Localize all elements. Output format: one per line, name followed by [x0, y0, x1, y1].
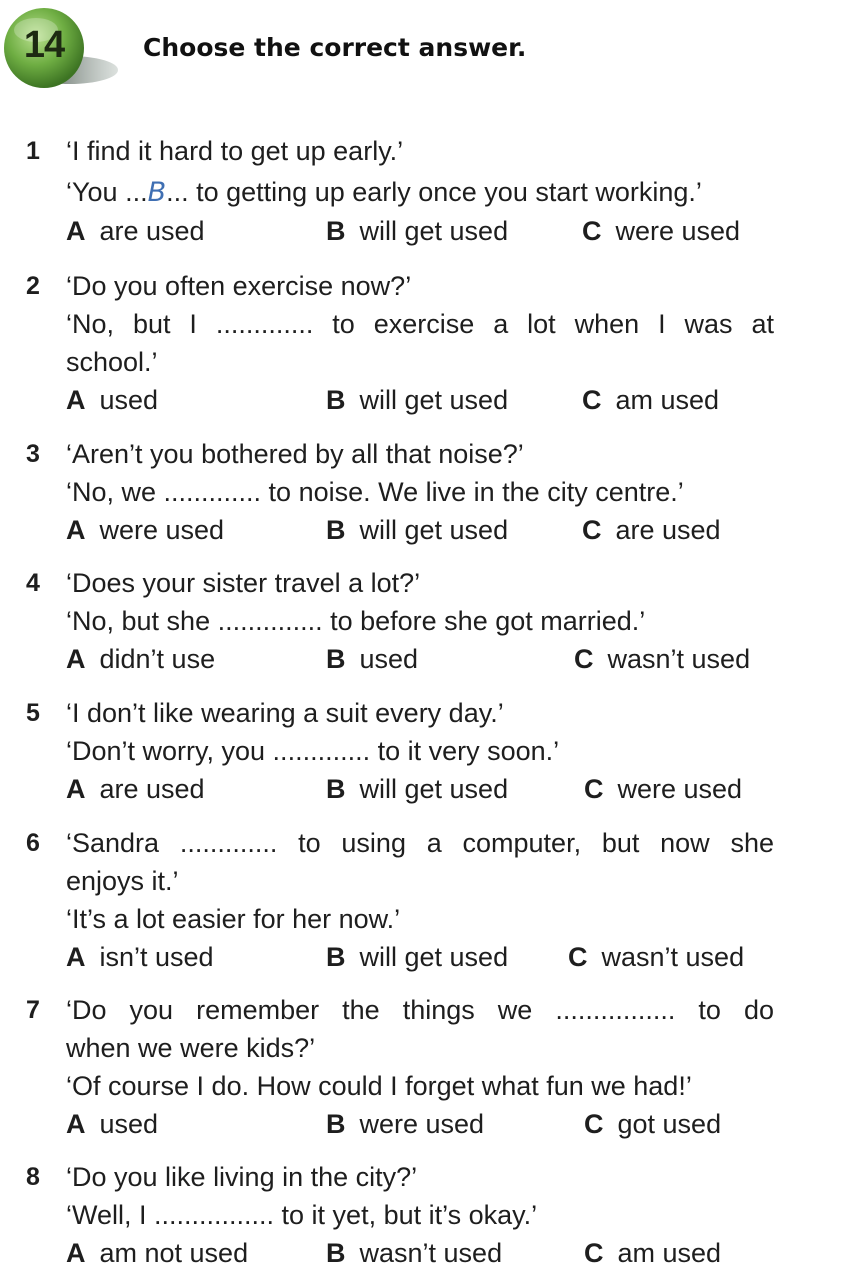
option-b[interactable]: B will get used — [326, 385, 509, 415]
option-b[interactable]: B used — [326, 644, 419, 674]
option-b[interactable]: B will get used — [326, 942, 509, 972]
option-c[interactable]: C were used — [584, 774, 743, 804]
question-number: 2 — [26, 272, 40, 300]
handwritten-answer: B — [147, 177, 167, 208]
question-line: school.’ — [66, 347, 158, 377]
option-a[interactable]: A used — [66, 1109, 159, 1139]
question-number: 4 — [26, 569, 40, 597]
option-a[interactable]: A used — [66, 385, 159, 415]
question-line: ‘Sandra ............. to using a computer, but now she — [66, 828, 774, 858]
option-b[interactable]: B will get used — [326, 216, 509, 246]
option-c[interactable]: C were used — [582, 216, 741, 246]
option-b[interactable]: B will get used — [326, 774, 509, 804]
question-line: ‘I find it hard to get up early.’ — [66, 136, 404, 166]
option-a[interactable]: A isn’t used — [66, 942, 214, 972]
question-number: 5 — [26, 699, 40, 727]
gap-after-text: ... to getting up early once you start working.’ — [166, 177, 702, 207]
option-c[interactable]: C am used — [584, 1238, 722, 1268]
gap-sentence — [66, 173, 778, 212]
question-number: 8 — [26, 1163, 40, 1191]
option-b[interactable]: B wasn’t used — [326, 1238, 503, 1268]
question-number: 6 — [26, 829, 40, 857]
question-line: ‘Don’t worry, you ............. to it very soon.’ — [66, 736, 560, 766]
option-a[interactable]: A were used — [66, 515, 225, 545]
question-line: ‘Aren’t you bothered by all that noise?’ — [66, 439, 524, 469]
question-line: enjoys it.’ — [66, 866, 179, 896]
option-a[interactable]: A am not used — [66, 1238, 249, 1268]
question-line: ‘No, but I ............. to exercise a lot when I was at — [66, 309, 774, 339]
option-c[interactable]: C am used — [582, 385, 720, 415]
question-line: ‘Well, I ................ to it yet, but it’s okay.’ — [66, 1200, 538, 1230]
option-a[interactable]: A didn’t use — [66, 644, 216, 674]
option-c[interactable]: C got used — [584, 1109, 722, 1139]
option-c[interactable]: C wasn’t used — [574, 644, 751, 674]
option-a[interactable]: A are used — [66, 774, 205, 804]
question-number: 3 — [26, 440, 40, 468]
question-number: 7 — [26, 996, 40, 1024]
exercise-number: 14 — [23, 24, 65, 66]
question-line: ‘Do you like living in the city?’ — [66, 1162, 418, 1192]
option-b[interactable]: B were used — [326, 1109, 485, 1139]
question-line: ‘I don’t like wearing a suit every day.’ — [66, 698, 504, 728]
option-c[interactable]: C are used — [582, 515, 721, 545]
question-line: ‘It’s a lot easier for her now.’ — [66, 904, 401, 934]
gap-before-text: ‘You ... — [66, 177, 148, 207]
exercise-header — [0, 0, 852, 100]
question-line: ‘No, we ............. to noise. We live in the city centre.’ — [66, 477, 684, 507]
question-line: when we were kids?’ — [66, 1033, 316, 1063]
question-line: ‘Do you remember the things we ................ to do — [66, 995, 774, 1025]
option-a[interactable]: A are used — [66, 216, 205, 246]
question-line: ‘Of course I do. How could I forget what fun we had!’ — [66, 1071, 692, 1101]
option-c[interactable]: C wasn’t used — [568, 942, 745, 972]
question-line: ‘Does your sister travel a lot?’ — [66, 568, 421, 598]
question-number: 1 — [26, 137, 40, 165]
exercise-title: Choose the correct answer. — [143, 33, 527, 62]
option-b[interactable]: B will get used — [326, 515, 509, 545]
question-line: ‘No, but she .............. to before she got married.’ — [66, 606, 646, 636]
question-line: ‘Do you often exercise now?’ — [66, 271, 412, 301]
